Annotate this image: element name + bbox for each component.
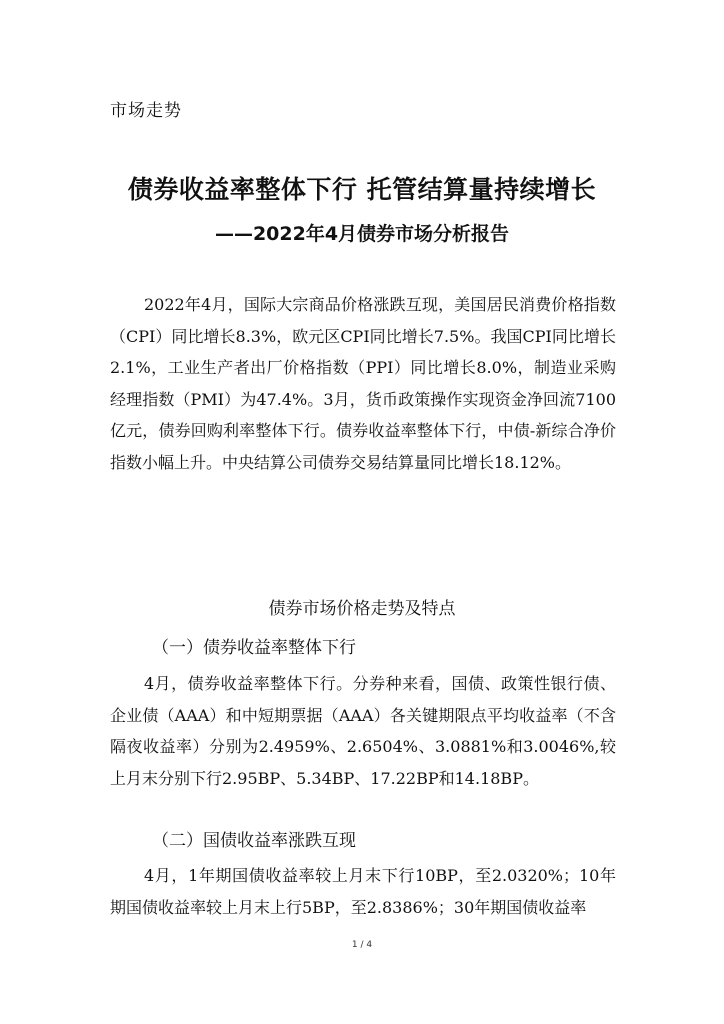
report-title: 债券收益率整体下行 托管结算量持续增长 [127,175,597,204]
document-category: 市场走势 [110,101,182,121]
section-heading: 债券市场价格走势及特点 [268,599,456,619]
subsection-heading-1: （一）债券收益率整体下行 [152,638,356,658]
report-subtitle: ——2022年4月债券市场分析报告 [214,223,510,245]
intro-paragraph: 2022年4月，国际大宗商品价格涨跌互现，美国居民消费价格指数（CPI）同比增长8.3%，欧元区CPI同比增长7.5%。我国CPI同比增长2.1%，工业生产者出厂价格指数（PPI）同比增长8.0%，制造业采购经理指数（PMI）为47.4%。3月，货币政策操作实现资金净回流7100亿元，债券回购利率整体下行。债券收益率整体下行，中债-新综合净价指数小幅上升。中央结算公司债券交易结算量同比增长18.12%。 [110,295,616,472]
subsection-paragraph-1: 4月，债券收益率整体下行。分券种来看，国债、政策性银行债、企业债（AAA）和中短期票据（AAA）各关键期限点平均收益率（不含隔夜收益率）分别为2.4959%、2.6504%、3.0881%和3.0046%,较上月末分别下行2.95BP、5.34BP、17.22BP和14.18BP。 [110,674,616,788]
page-number: 1 / 4 [351,940,373,950]
subsection-paragraph-2: 4月，1年期国债收益率较上月末下行10BP，至2.0320%；10年期国债收益率较上月末上行5BP，至2.8386%；30年期国债收益率 [110,866,616,917]
subsection-heading-2: （二）国债收益率涨跌互现 [152,831,356,851]
